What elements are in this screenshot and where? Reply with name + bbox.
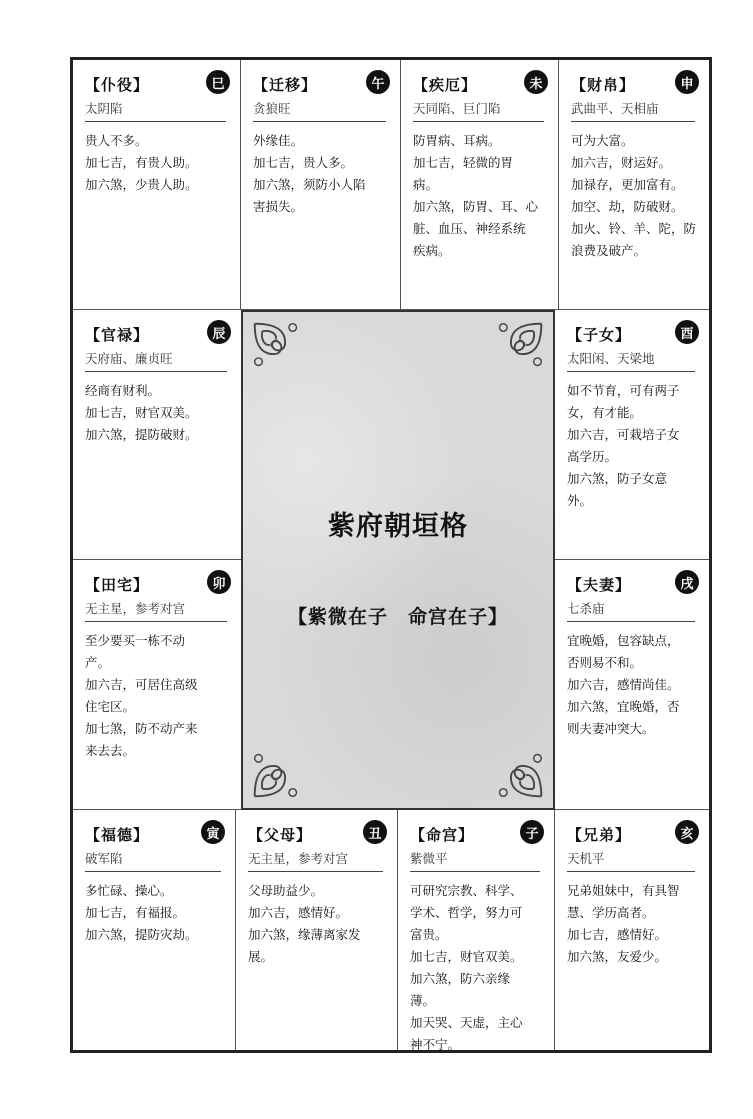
note-line: 展。 (248, 949, 274, 964)
note-line: 加七吉，财官双美。 (85, 405, 198, 420)
palace-notes (410, 880, 544, 1056)
palace-stars: 无主星，参考对宫 (85, 599, 227, 622)
note-line: 加七吉，感情好。 (567, 927, 668, 942)
branch-badge: 寅 (201, 820, 225, 844)
branch-badge: 酉 (675, 320, 699, 344)
palace-notes (85, 630, 231, 762)
note-line: 脏、血压、神经系统 (413, 221, 526, 236)
ornament-bottom-left-icon (249, 726, 325, 802)
note-line: 病。 (413, 177, 439, 192)
note-line: 可研究宗教、科学、 (410, 883, 523, 898)
note-line: 薄。 (410, 993, 436, 1008)
palace-notes (567, 880, 699, 968)
palace-stars: 武曲平、天相庙 (571, 99, 695, 122)
note-line: 加六煞，缘薄离家发 (248, 927, 361, 942)
note-line: 多忙碌、操心。 (85, 883, 173, 898)
palace-stars: 天府庙、廉贞旺 (85, 349, 227, 372)
palace-title: 【官禄】 (85, 326, 150, 344)
note-line: 高学历。 (567, 449, 618, 464)
note-line: 加六吉，财运好。 (571, 155, 672, 170)
note-line: 加六煞，须防小人陷 (253, 177, 366, 192)
palace-fude (73, 810, 236, 1050)
chart-subtitle: 【紫微在子 命宫在子】 (287, 606, 508, 628)
palace-ming (398, 810, 555, 1050)
branch-badge: 辰 (207, 320, 231, 344)
palace-guan (73, 310, 241, 560)
note-line: 加七煞，防不动产来 (85, 721, 198, 736)
note-line: 产。 (85, 655, 111, 670)
note-line: 则夫妻冲突大。 (567, 721, 655, 736)
note-line: 至少要买一栋不动 (85, 633, 186, 648)
palace-title: 【疾厄】 (413, 76, 478, 94)
chart-frame (70, 57, 712, 1053)
branch-badge: 未 (524, 70, 548, 94)
palace-qian (241, 60, 401, 310)
note-line: 父母助益少。 (248, 883, 324, 898)
ornament-top-right-icon (471, 318, 547, 394)
note-line: 兄弟姐妹中，有具智 (567, 883, 680, 898)
palace-tian (73, 560, 241, 810)
branch-badge: 丑 (363, 820, 387, 844)
note-line: 如不节育，可有两子 (567, 383, 680, 398)
note-line: 防胃病、耳病。 (413, 133, 501, 148)
note-line: 加六吉，可栽培子女 (567, 427, 680, 442)
branch-badge: 卯 (207, 570, 231, 594)
palace-stars: 天机平 (567, 849, 695, 872)
note-line: 加六煞，防六亲缘 (410, 971, 511, 986)
branch-badge: 亥 (675, 820, 699, 844)
note-line: 加六煞，友爱少。 (567, 949, 668, 964)
ornament-bottom-right-icon (471, 726, 547, 802)
note-line: 加七吉，轻微的胃 (413, 155, 514, 170)
palace-title: 【子女】 (567, 326, 632, 344)
note-line: 加六煞，提防灾劫。 (85, 927, 198, 942)
note-line: 加空、劫，防破财。 (571, 199, 684, 214)
palace-stars: 破军陷 (85, 849, 221, 872)
note-line: 学术、哲学，努力可 (410, 905, 523, 920)
note-line: 富贵。 (410, 927, 448, 942)
palace-notes (248, 880, 387, 968)
branch-badge: 巳 (206, 70, 230, 94)
note-line: 加禄存，更加富有。 (571, 177, 684, 192)
note-line: 宜晚婚，包容缺点， (567, 633, 680, 648)
palace-notes (567, 630, 699, 740)
branch-badge: 午 (366, 70, 390, 94)
palace-ji (401, 60, 559, 310)
palace-notes (413, 130, 548, 262)
note-line: 加六煞，少贵人助。 (85, 177, 198, 192)
palace-stars: 七杀庙 (567, 599, 695, 622)
palace-notes (567, 380, 699, 512)
note-line: 慧、学历高者。 (567, 905, 655, 920)
note-line: 加天哭、天虚，主心 (410, 1015, 523, 1030)
palace-xiong (555, 810, 709, 1050)
note-line: 浪费及破产。 (571, 243, 647, 258)
palace-stars: 贪狼旺 (253, 99, 386, 122)
palace-cai (559, 60, 709, 310)
palace-notes (253, 130, 390, 218)
note-line: 害损失。 (253, 199, 304, 214)
note-line: 加六吉，感情尚佳。 (567, 677, 680, 692)
branch-badge: 子 (520, 820, 544, 844)
palace-fumu (236, 810, 398, 1050)
note-line: 经商有财利。 (85, 383, 161, 398)
palace-pu (73, 60, 241, 310)
palace-stars: 天同陷、巨门陷 (413, 99, 544, 122)
palace-notes (571, 130, 699, 262)
note-line: 加火、铃、羊、陀，防 (571, 221, 697, 236)
palace-stars: 无主星，参考对宫 (248, 849, 383, 872)
palace-notes (85, 130, 230, 196)
note-line: 外缘佳。 (253, 133, 304, 148)
note-line: 加六煞，防胃、耳、心 (413, 199, 539, 214)
note-line: 加六煞，防子女意 (567, 471, 668, 486)
palace-title: 【田宅】 (85, 576, 150, 594)
note-line: 可为大富。 (571, 133, 634, 148)
note-line: 加七吉，贵人多。 (253, 155, 354, 170)
center-panel (241, 310, 555, 810)
palace-stars: 太阳闲、天梁地 (567, 349, 695, 372)
note-line: 外。 (567, 493, 593, 508)
note-line: 神不宁。 (410, 1037, 461, 1052)
note-line: 加七吉，有贵人助。 (85, 155, 198, 170)
chart-title: 紫府朝垣格 (328, 511, 468, 542)
palace-title: 【夫妻】 (567, 576, 632, 594)
branch-badge: 申 (675, 70, 699, 94)
palace-title: 【命宫】 (410, 826, 475, 844)
palace-notes (85, 880, 225, 946)
note-line: 住宅区。 (85, 699, 136, 714)
palace-zi (555, 310, 709, 560)
palace-fu (555, 560, 709, 810)
note-line: 加七吉，有福报。 (85, 905, 186, 920)
branch-badge: 戌 (675, 570, 699, 594)
palace-notes (85, 380, 231, 446)
note-line: 加六吉，可居住高级 (85, 677, 198, 692)
note-line: 贵人不多。 (85, 133, 148, 148)
note-line: 否则易不和。 (567, 655, 643, 670)
ornament-top-left-icon (249, 318, 325, 394)
note-line: 来去去。 (85, 743, 136, 758)
palace-title: 【父母】 (248, 826, 313, 844)
palace-title: 【迁移】 (253, 76, 318, 94)
palace-stars: 太阴陷 (85, 99, 226, 122)
note-line: 加六煞，宜晚婚，否 (567, 699, 680, 714)
palace-title: 【福德】 (85, 826, 150, 844)
palace-title: 【仆役】 (85, 76, 150, 94)
note-line: 加七吉，财官双美。 (410, 949, 523, 964)
note-line: 加六吉，感情好。 (248, 905, 349, 920)
palace-title: 【兄弟】 (567, 826, 632, 844)
note-line: 加六煞，提防破财。 (85, 427, 198, 442)
note-line: 疾病。 (413, 243, 451, 258)
note-line: 女，有才能。 (567, 405, 643, 420)
palace-stars: 紫微平 (410, 849, 540, 872)
palace-title: 【财帛】 (571, 76, 636, 94)
